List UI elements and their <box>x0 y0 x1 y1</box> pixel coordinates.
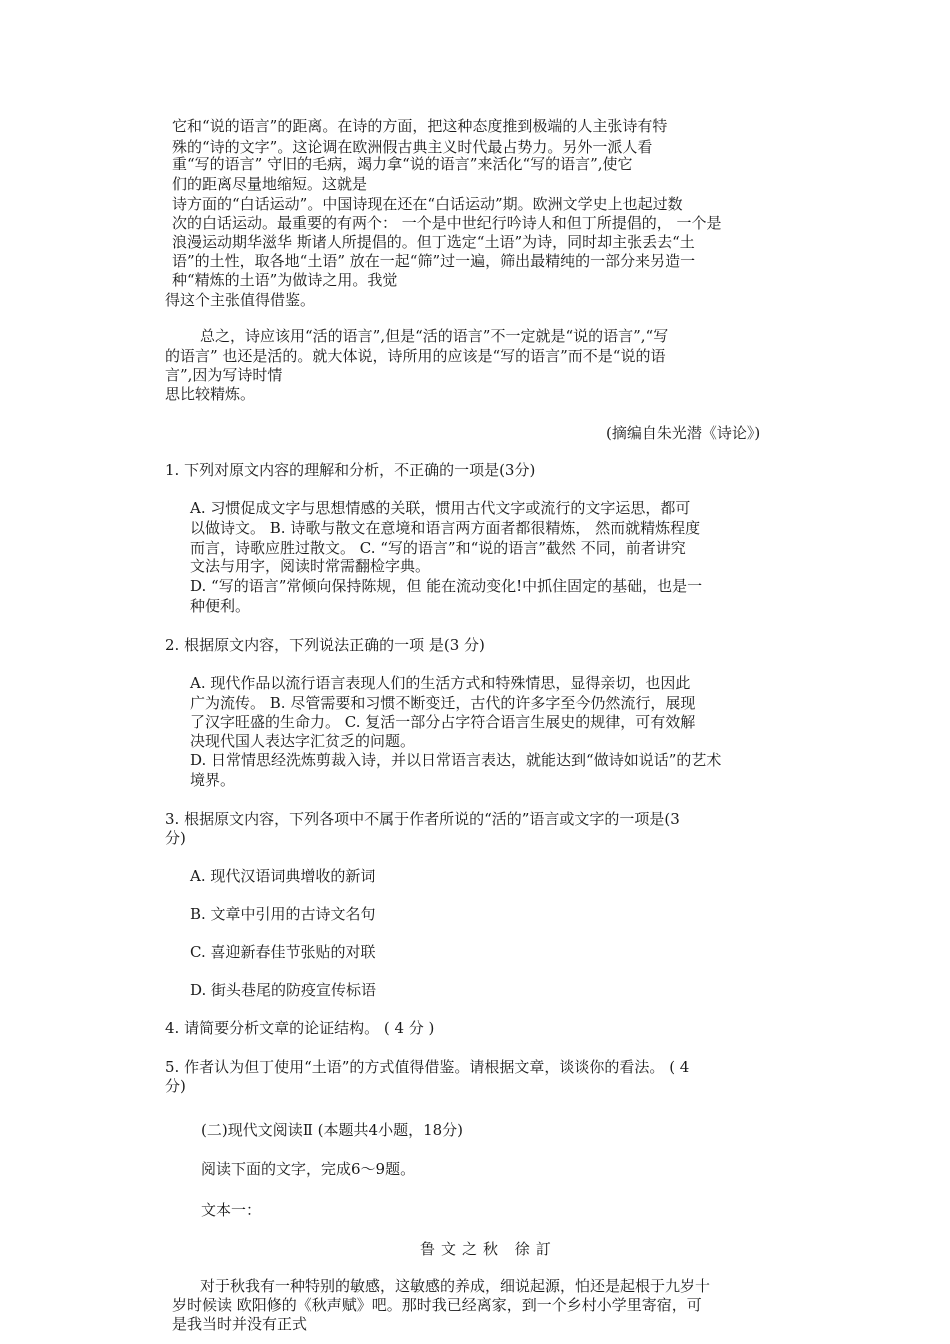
question-stem: 分) <box>165 829 186 847</box>
question-option: A. 现代汉语词典增收的新词 <box>190 867 376 885</box>
section-heading: (二)现代文阅读Ⅱ (本题共4小题，18分) <box>201 1121 464 1139</box>
passage-line: 种“精炼的土语”为做诗之用。我觉 <box>172 271 398 289</box>
passage-line: 殊的“诗的文字”。这论调在欧洲假古典主义时代最占势力。另外一派人看 <box>172 138 653 156</box>
passage-line: 语”的土性，取各地“土语” 放在一起“筛”过一遍，筛出最精纯的一部分来另造一 <box>172 252 696 270</box>
section-instruction: 阅读下面的文字，完成6～9题。 <box>201 1160 416 1178</box>
question-option-line: 决现代国人表达字汇贫乏的问题。 <box>190 732 416 750</box>
passage-line: 诗方面的“白话运动”。中国诗现在还在“白话运动”期。欧洲文学史上也起过数 <box>172 195 683 213</box>
question-option-line: A. 现代作品以流行语言表现人们的生活方式和特殊情思，显得亲切，也因此 <box>190 674 691 692</box>
question-option-line: 广为流传。 B. 尽管需要和习惯不断变迁，古代的许多字至今仍然流行，展现 <box>190 694 696 712</box>
passage-line: 的语言” 也还是活的。就大体说，诗所用的应该是“写的语言”而不是“说的语 <box>165 347 666 365</box>
passage-line: 言”,因为写诗时情 <box>165 366 283 384</box>
source-citation: (摘编自朱光潜《诗论》) <box>606 424 761 442</box>
question-option-line: D. 日常情思经洗炼剪裁入诗，并以日常语言表达，就能达到“做诗如说话”的艺术 <box>190 751 722 769</box>
passage-line: 得这个主张值得借鉴。 <box>165 291 316 309</box>
passage-line: 重“写的语言” 守旧的毛病，竭力拿“说的语言”来活化“写的语言”,使它 <box>172 155 633 173</box>
question-stem: 3. 根据原文内容，下列各项中不属于作者所说的“活的”语言或文字的一项是(3 <box>165 810 680 828</box>
question-stem: 分) <box>165 1077 186 1095</box>
question-option-line: 种便利。 <box>190 597 251 615</box>
passage-line: 们的距离尽量地缩短。这就是 <box>172 175 368 193</box>
passage-line: 次的白话运动。最重要的有两个： 一个是中世纪行吟诗人和但丁所提倡的， 一个是 <box>172 214 722 232</box>
question-stem: 2. 根据原文内容，下列说法正确的一项 是(3 分) <box>165 636 485 654</box>
question-option-line: A. 习惯促成文字与思想情感的关联，惯用古代文字或流行的文字运思，都可 <box>190 499 691 517</box>
article-line: 是我当时并没有正式 <box>172 1315 308 1333</box>
text-label: 文本一： <box>201 1201 262 1219</box>
article-title: 鲁文之秋 徐訂 <box>420 1240 557 1258</box>
question-option-line: D. “写的语言”常倾向保持陈规，但 能在流动变化!中抓住固定的基础，也是一 <box>190 577 703 595</box>
question-option-line: 了汉字旺盛的生命力。 C. 复活一部分占字符合语言生展史的规律，可有效解 <box>190 713 696 731</box>
question-option-line: 文法与用字，阅读时常需翻检字典。 <box>190 557 431 575</box>
question-option: B. 文章中引用的古诗文名句 <box>190 905 376 923</box>
question-4: 4. 请简要分析文章的论证结构。 ( 4 分 ) <box>165 1019 435 1037</box>
question-option-line: 以做诗文。 B. 诗歌与散文在意境和语言两方面者都很精炼， 然而就精炼程度 <box>190 519 701 537</box>
question-option-line: 而言，诗歌应胜过散文。 C. “写的语言”和“说的语言”截然 不同，前者讲究 <box>190 539 686 557</box>
question-option-line: 境界。 <box>190 771 236 789</box>
article-line: 岁时候读 欧阳修的《秋声赋》吧。那时我已经离家，到一个乡村小学里寄宿，可 <box>172 1296 702 1314</box>
passage-line: 浪漫运动期华滋华 斯诸人所提倡的。但丁选定“土语”为诗，同时却主张丢去“土 <box>172 233 695 251</box>
question-stem: 1. 下列对原文内容的理解和分析，不正确的一项是(3分) <box>165 461 536 479</box>
passage-line: 思比较精炼。 <box>165 385 256 403</box>
question-stem: 5. 作者认为但丁使用“土语”的方式值得借鉴。请根据文章，谈谈你的看法。 ( 4 <box>165 1058 690 1076</box>
passage-line: 它和“说的语言”的距离。在诗的方面，把这种态度推到极端的人主张诗有特 <box>172 117 668 135</box>
question-option: C. 喜迎新春佳节张贴的对联 <box>190 943 376 961</box>
question-option: D. 街头巷尾的防疫宣传标语 <box>190 981 377 999</box>
article-line: 对于秋我有一种特别的敏感，这敏感的养成，细说起源，怕还是起根于九岁十 <box>200 1277 711 1295</box>
passage-line: 总之，诗应该用“活的语言”,但是“活的语言”不一定就是“说的语言”,“写 <box>200 327 669 345</box>
